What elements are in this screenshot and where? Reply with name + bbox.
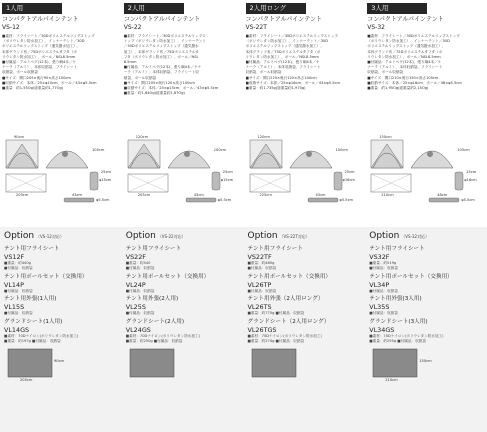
product-code: VS-12	[2, 24, 20, 31]
groundsheet-dim-length: 205cm	[20, 377, 33, 382]
option-subtitle: （VS-32対応）	[401, 234, 430, 239]
option-item-code: VS22TF	[247, 253, 272, 261]
dim-length: 225cm	[259, 193, 272, 197]
spec-block	[2, 34, 120, 134]
spec-line: ナーラ（アルミ）、本体収納袋、フライシート	[245, 65, 321, 70]
dim-length: 205cm	[16, 193, 29, 197]
spec-line: ■重量：約1,735g(総重量約1,970g)	[245, 86, 306, 91]
dim-bag-diameter: φ16cm	[464, 178, 477, 182]
option-item-note: ■素材：70Dナイロン(ポリウレタン防水加工) ■重量：約274g ■付属品：収納袋	[247, 334, 322, 343]
product-column	[122, 0, 244, 432]
dim-bag-length: 25cm	[222, 170, 233, 174]
option-item-note: ■重量：約440g ■付属品：収納袋	[4, 261, 33, 270]
option-item-note: ■付属品：収納袋	[125, 288, 155, 293]
spec-line: ■収納サイズ：本体／25×φ16cm、ポール／48×φ5.5cm	[367, 80, 462, 85]
groundsheet-dim-width: 90cm	[54, 358, 65, 363]
tent-diagram	[246, 134, 364, 222]
tent-diagram	[124, 134, 242, 222]
option-item	[4, 274, 118, 294]
dim-height: 105cm	[457, 148, 470, 152]
option-item-name: テント用フライシート	[4, 246, 60, 252]
option-item-code: VL15S	[4, 303, 25, 312]
option-item-note: ■素材：70Dナイロン(ポリウレタン防水加工) ■重量：約295g ■付属品：収納袋	[369, 334, 444, 343]
option-item-name: グランドシート(3人用)	[369, 319, 428, 326]
spec-line: ■重量：約1,95Og(総重量約2,15Og)	[367, 86, 429, 91]
product-title: コンパクトアルパインテント	[2, 16, 79, 23]
spec-line: ■付属品：アルミペグ(12本)、張り綱4本／ケ	[2, 60, 77, 65]
dim-pole-diameter: φ5.5cm	[461, 198, 475, 202]
groundsheet-diagram	[369, 347, 483, 385]
dim-height: 100cm	[335, 148, 348, 152]
spec-line: 収納袋、ポール収納袋	[245, 70, 282, 75]
product-code: VS-32	[367, 24, 385, 31]
product-code: VS-22T	[245, 24, 267, 31]
spec-line: フタ（ポリウレタン防水加工）、ポール／NSL	[123, 54, 199, 59]
dim-pole-length: 43cm	[193, 193, 204, 197]
option-panel	[365, 227, 487, 432]
option-title	[4, 230, 118, 243]
option-item-code: VL24P	[125, 280, 146, 289]
capacity-header: 2人用ロング	[246, 3, 306, 14]
product-code: VS-22	[123, 24, 142, 31]
spec-line: ■素材：フライシート／30Dポリエステルリップストップ	[2, 34, 95, 38]
dim-width: 120cm	[257, 135, 270, 139]
option-subtitle: （VS-12対応）	[36, 234, 64, 239]
spec-block	[124, 34, 242, 134]
groundsheet-diagram	[4, 347, 118, 385]
option-item	[369, 246, 483, 271]
option-item-note: ■付属品：収納袋	[369, 311, 398, 316]
spec-line: リウレタン防水加工）、ポール／NSL8.5mm	[2, 54, 76, 59]
dim-width: 150cm	[379, 135, 392, 139]
option-item-name: テント用外張(3人用)	[369, 296, 422, 303]
option-item-note: ■重量：約480g ■付属品：収納袋	[247, 261, 277, 270]
dim-length: 210cm	[381, 193, 394, 197]
option-panel	[0, 227, 122, 432]
groundsheet-diagram	[248, 347, 362, 385]
spec-line: ■サイズ：間口205×奥行90×高さ100cm	[2, 75, 71, 80]
option-item	[4, 296, 118, 316]
option-item-code: VS12F	[4, 253, 25, 261]
option-title	[126, 230, 240, 243]
dim-width: 90cm	[14, 135, 25, 139]
spec-line: リウレタン防水加工）、ポール／NSL8.5mm	[245, 54, 319, 59]
spec-line: ーラ（アルミ）、本体収納袋、フライシート収	[123, 70, 199, 75]
option-item	[248, 246, 362, 271]
option-subtitle: （VS-22T対応）	[279, 234, 310, 239]
dim-pole-length: 43cm	[315, 193, 326, 197]
option-item	[126, 296, 240, 316]
option-item-name: テント用フライシート	[125, 246, 182, 252]
spec-line: 本体グランド布／75Dポリエステルタフタ（ポ	[2, 49, 77, 54]
option-item-name: テント用フライシート	[247, 246, 303, 252]
option-item-code: VL34GS	[369, 326, 395, 335]
spec-line: トップ（ポリウレタン防水加工）、インナーテント	[123, 39, 206, 44]
option-item-code: VL26TS	[247, 303, 272, 312]
product-title: コンパクトアルパインテント	[245, 16, 322, 23]
option-item-name: テント用ポールセット（交換用）	[125, 273, 210, 280]
option-subtitle: （VS-22対応）	[157, 234, 186, 239]
capacity-header: 2人用	[124, 3, 184, 14]
option-item	[248, 296, 362, 316]
capacity-header: 3人用	[367, 3, 427, 14]
spec-line: ポリエステルリップストップ（通気撥水加工）、	[2, 44, 81, 49]
option-item-name: テント用ポールセット（交換用）	[369, 273, 453, 280]
option-item	[4, 246, 118, 271]
option-item-note: ■重量：約770g ■付属品：収納袋	[247, 311, 305, 316]
dim-bag-length: 25cm	[344, 170, 355, 174]
dim-height: 100cm	[213, 148, 227, 152]
dim-pole-length: 48cm	[437, 193, 448, 197]
product-title: コンパクトアルパインテント	[367, 16, 444, 23]
option-item	[369, 296, 483, 316]
option-item-code: VS22F	[125, 253, 146, 261]
option-item	[126, 246, 240, 271]
option-item-code: VL24GS	[125, 326, 151, 335]
option-panel	[244, 227, 366, 432]
dim-bag-length: 25cm	[101, 170, 112, 174]
spec-line: 収納袋、ポール収納袋	[367, 70, 404, 75]
spec-line: ■収納サイズ：本体／25×φ16cm、ポール／43×φ5.5cm	[245, 80, 340, 85]
spec-line: ■収納サイズ：本体／25×φ15cm、ポール／43×φ5.5cm	[2, 80, 97, 85]
product-column	[0, 0, 122, 432]
tent-diagram	[2, 134, 120, 222]
spec-line: ■素材：フライシート／30Dポリエステルリップストップ	[367, 34, 460, 38]
spec-line: （ポリウレタン防水加工）、インナーテント／30D	[367, 39, 450, 44]
spec-line: ■サイズ：間口205×奥行120×高さ100cm	[123, 80, 195, 85]
groundsheet-dim-length: 210cm	[385, 377, 398, 382]
dim-pole-diameter: φ5.5cm	[339, 198, 354, 202]
spec-line: ポリエステルリップストップ（通気撥水加工）、	[245, 44, 324, 49]
option-item-note: ■素材：70Dナイロン(ポリウレタン防水加工) ■重量：約250g ■付属品：収納袋	[125, 334, 200, 343]
option-item-code: VL14P	[4, 280, 24, 289]
spec-line: 納袋、ポール収納袋	[123, 75, 157, 80]
option-item	[369, 319, 483, 344]
spec-line: ■付属品：アルミペグ(12本)、張り綱4本／ケ	[245, 60, 320, 65]
spec-line: 本体グランド布／75Dポリエステルタフタ（ポ	[245, 49, 321, 54]
spec-line: ポリエステルリップストップ（通気撥水加工）、	[367, 44, 446, 49]
option-item-note: ■付属品：収納袋	[125, 311, 155, 316]
capacity-header: 1人用	[2, 3, 62, 14]
spec-line: （ポリウレタン防水加工）、インナーテント／30D	[2, 39, 85, 44]
spec-line: 加工）、本体グランド布／75Dポリエステルタ	[123, 49, 199, 54]
option-item-note: ■付属品：収納袋	[4, 288, 33, 293]
option-item	[369, 274, 483, 294]
dim-bag-diameter: φ15cm	[99, 178, 112, 182]
option-item	[248, 319, 362, 344]
option-item	[4, 319, 118, 344]
spec-line: （ポリウレタン防水加工）、インナーテント／30D	[245, 39, 328, 44]
option-item-name: テント用フライシート	[369, 246, 425, 252]
spec-line: ナーラ（アルミ）、本体収納袋、フライシート	[2, 65, 78, 70]
option-item-name: テント用外張(1人用)	[4, 296, 57, 303]
dim-bag-length: 25cm	[466, 170, 477, 174]
option-item-code: VL35S	[369, 303, 390, 312]
spec-line: ■重量：約1,64Og(総重量約1,87Og)	[123, 91, 185, 96]
option-item-note: ■重量：約440 ■付属品：収納袋	[125, 261, 155, 270]
spec-line: ■素材：フライシート／30Dポリエステルリップス	[123, 34, 206, 38]
option-title-text: Option	[125, 231, 156, 241]
option-item-code: VS32F	[369, 253, 390, 261]
spec-line: 8.5mm	[123, 60, 137, 65]
product-column	[365, 0, 487, 432]
option-item-name: テント用ポールセット（交換用）	[4, 273, 88, 280]
groundsheet-illustration	[369, 347, 432, 385]
option-item-note: ■付属品：収納袋	[247, 288, 277, 293]
option-item-name: テント用ポールセット（交換用）	[247, 273, 332, 280]
groundsheet-illustration	[126, 347, 186, 385]
spec-block	[367, 34, 485, 134]
option-item-code: VL34P	[369, 280, 390, 289]
product-title: コンパクトアルパインテント	[123, 16, 201, 23]
groundsheet-illustration	[248, 347, 308, 385]
option-title	[248, 230, 362, 243]
option-item-note: ■付属品：収納袋	[369, 288, 398, 293]
spec-line: ■付属品：アルミペグ(12本)、張り綱4本／ケナ	[123, 65, 202, 70]
spec-line: ■サイズ：間口210×奥行150×高さ105cm	[367, 75, 439, 80]
groundsheet-illustration	[4, 347, 64, 385]
spec-line: リウレタン防水加工）、ポール／NSL8.5mm	[367, 54, 441, 59]
option-item-name: テント用外張（2人用ロング）	[247, 296, 324, 303]
dim-height: 100cm	[92, 148, 105, 152]
option-item-code: VL26TP	[247, 280, 272, 289]
option-item-code: VL14GS	[4, 326, 30, 335]
option-panel	[122, 227, 244, 432]
option-item-name: グランドシート（2人用ロング）	[247, 319, 330, 326]
dim-pole-diameter: φ5.5cm	[217, 198, 232, 202]
option-item	[126, 319, 240, 344]
spec-line: ■付属品：アルミペグ(12本)、張り綱4本／ケ	[367, 60, 442, 65]
option-item-note: ■付属品：収納袋	[4, 311, 33, 316]
dim-length: 205cm	[137, 193, 151, 197]
spec-line: 収納袋、ポール収納袋	[2, 70, 38, 75]
option-title-text: Option	[4, 231, 35, 241]
option-item-note: ■重量：約519g ■付属品：収納袋	[369, 261, 398, 270]
spec-line: 本体グランド布／75Dポリエステルタフタ（ポ	[367, 49, 443, 54]
spec-line: ／30Dポリエステルリップストップ（通気撥水	[123, 44, 199, 49]
spec-line: ナーラ（アルミ）、本体収納袋、フライシート	[367, 65, 443, 70]
product-column	[244, 0, 366, 432]
tent-diagram	[367, 134, 485, 222]
option-title-text: Option	[369, 231, 400, 241]
option-item-code: VL26TGS	[247, 326, 277, 335]
spec-line: ■収納サイズ：本体／25×φ15cm、ポール／43×φ5.5cm	[123, 86, 219, 91]
option-title-text: Option	[247, 231, 278, 241]
spec-line: ■サイズ：間口225×奥行120×高さ100cm	[245, 75, 317, 80]
option-item-code: VL25S	[125, 303, 146, 312]
dim-bag-diameter: φ16cm	[342, 178, 355, 182]
option-item-name: グランドシート(2人用)	[125, 319, 185, 326]
dim-width: 120cm	[135, 135, 149, 139]
option-item	[126, 274, 240, 294]
option-item-note: ■素材：70Dナイロン(ポリウレタン防水加工) ■重量：約197g ■付属品：収納袋	[4, 334, 79, 343]
option-item-name: グランドシート(1人用)	[4, 319, 63, 326]
groundsheet-dim-width: 150cm	[419, 358, 432, 363]
dim-pole-length: 43cm	[72, 193, 83, 197]
option-title	[369, 230, 483, 243]
dim-bag-diameter: φ15cm	[220, 178, 234, 182]
spec-block	[246, 34, 364, 134]
option-item-name: テント用外張(2人用)	[125, 296, 179, 303]
option-item	[248, 274, 362, 294]
dim-pole-diameter: φ5.5cm	[96, 198, 110, 202]
spec-line: ■重量：約1,55Og(総重量約1,77Og)	[2, 86, 64, 91]
spec-line: ■素材：フライシート／30Dポリエステルリップストップ	[245, 34, 339, 38]
groundsheet-diagram	[126, 347, 240, 385]
